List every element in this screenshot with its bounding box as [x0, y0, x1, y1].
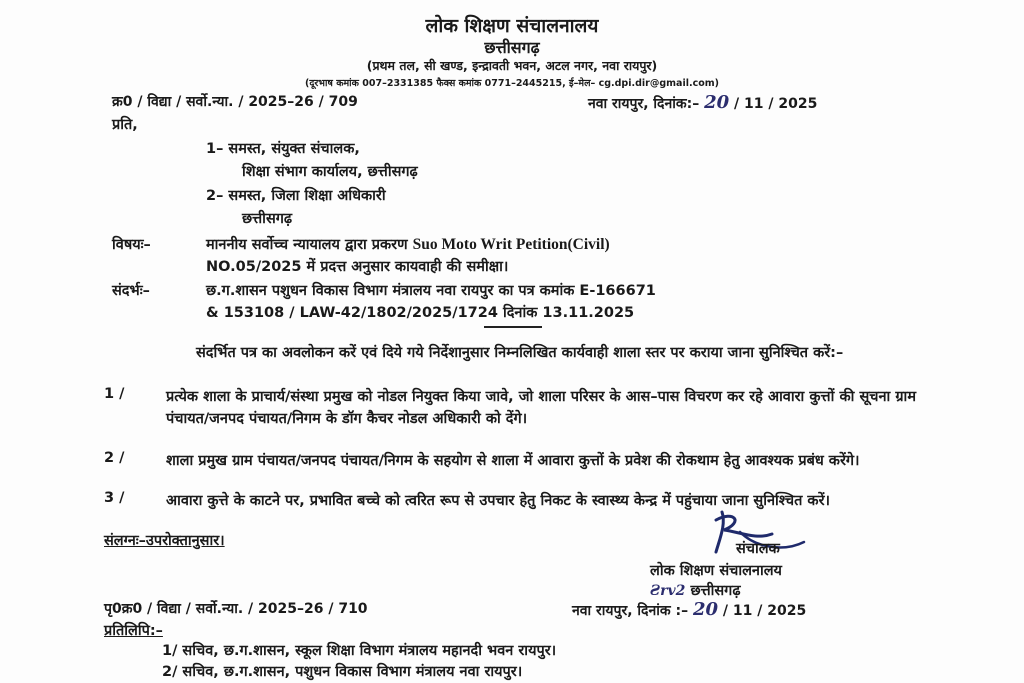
letter-date-day: 20	[704, 92, 730, 113]
subject-label: विषयः–	[112, 237, 151, 253]
section-divider	[484, 326, 542, 328]
letter-date-rest: / 11 / 2025	[734, 96, 818, 112]
to-label: प्रति,	[112, 117, 138, 133]
signatory-office: लोक शिक्षण संचालनालय	[650, 563, 782, 579]
point-3-text: आवारा कुत्ते के काटने पर, प्रभावित बच्चे को त्वरित रूप से उपचार हेतु निकट के स्वास्थ्य केन्द्र में पहुंचाया जाना सुनिश्चित करें।	[166, 493, 830, 509]
point-3-number: 3 /	[104, 490, 125, 506]
subject-english: Suo Moto Writ Petition(Civil)	[412, 236, 610, 253]
signatory-designation: संचालक	[736, 541, 780, 557]
reference-line2: & 153108 / LAW-42/1802/2025/1724 दिनांक 13.11.2025	[206, 305, 635, 321]
recipient-2-line2: छत्तीसगढ़	[242, 211, 293, 227]
endorsement-date-day: 20	[692, 599, 719, 620]
letter-ref-no: क्र0 / विद्या / सर्वो.न्या. / 2025–26 / 709	[112, 94, 358, 110]
office-title: लोक शिक्षण संचालनालय	[425, 15, 599, 37]
office-address: (प्रथम तल, सी खण्ड, इन्द्रावती भवन, अटल नगर, नवा रायपुर)	[366, 58, 658, 73]
office-state: छत्तीसगढ़	[484, 38, 540, 57]
subject-line1	[206, 234, 610, 254]
copy-to-label: प्रतिलिपि:–	[104, 623, 163, 639]
reference-line1: छ.ग.शासन पशुधन विकास विभाग मंत्रालय नवा रायपुर का पत्र कमांक E-166671	[206, 283, 656, 299]
letter-date-label: नवा रायपुर, दिनांक:–	[588, 96, 700, 112]
signatory-state: छत्तीसगढ़	[690, 583, 741, 599]
enclosure-note: संलग्नः–उपरोक्तानुसार।	[104, 533, 225, 549]
point-2-text: शाला प्रमुख ग्राम पंचायत/जनपद पंचायत/निगम के सहयोग से शाला में आवारा कुत्तों के प्रवेश की रोकथाम हेतु आवश्यक प्रबंध करेंगे।	[166, 453, 860, 469]
signatory-state-line	[650, 580, 741, 600]
endorsement-ref-no: पृ0क्र0 / विद्या / सर्वो.न्या. / 2025–26 / 710	[104, 601, 368, 617]
point-2-number: 2 /	[104, 450, 125, 466]
endorsement-date-label: नवा रायपुर, दिनांक :–	[572, 603, 689, 619]
subject-line2: NO.05/2025 में प्रदत्त अनुसार कायवाही की समीक्षा।	[206, 259, 509, 275]
reference-label: संदर्भः–	[112, 283, 150, 299]
office-contact: (दूरभाष कमांक 007–2331385 फैक्स कमांक 0771–2445215, ई–मेल– cg.dpi.dir@gmail.com)	[305, 78, 719, 89]
copy-recipient-2: 2/ सचिव, छ.ग.शासन, पशुधन विकास विभाग मंत्रालय नवा रायपुर।	[162, 664, 523, 680]
endorsement-date-rest: / 11 / 2025	[722, 603, 807, 619]
recipient-1-line1: 1– समस्त, संयुक्त संचालक,	[206, 141, 360, 157]
recipient-1-line2: शिक्षा संभाग कार्यालय, छत्तीसगढ़	[242, 164, 418, 180]
endorsement-date	[572, 599, 806, 620]
recipient-2-line1: 2– समस्त, जिला शिक्षा अधिकारी	[206, 188, 386, 204]
point-1-text: प्रत्येक शाला के प्राचार्य/संस्था प्रमुख को नोडल नियुक्त किया जावे, जो शाला परिसर के आस–पास विचरण कर रहे आवारा कुत्तों की सूचना ग्राम पंचायत/जनपद पंचायत/निगम के डॉग कैचर नोडल अधिकारी को देंगे।	[166, 389, 916, 427]
subject-hindi: माननीय सर्वोच्च न्यायालय द्वारा प्रकरण	[206, 237, 408, 253]
letter-date	[588, 92, 817, 113]
signatory-initials: Ƨrv2	[650, 583, 686, 599]
point-1-number: 1 /	[104, 386, 125, 402]
body-intro: संदर्भित पत्र का अवलोकन करें एवं दिये गये निर्देशानुसार निम्नलिखित कार्यवाही शाला स्तर पर कराया जाना सुनिश्चित करें:–	[196, 345, 844, 361]
copy-recipient-1: 1/ सचिव, छ.ग.शासन, स्कूल शिक्षा विभाग मंत्रालय महानदी भवन रायपुर।	[162, 643, 557, 659]
